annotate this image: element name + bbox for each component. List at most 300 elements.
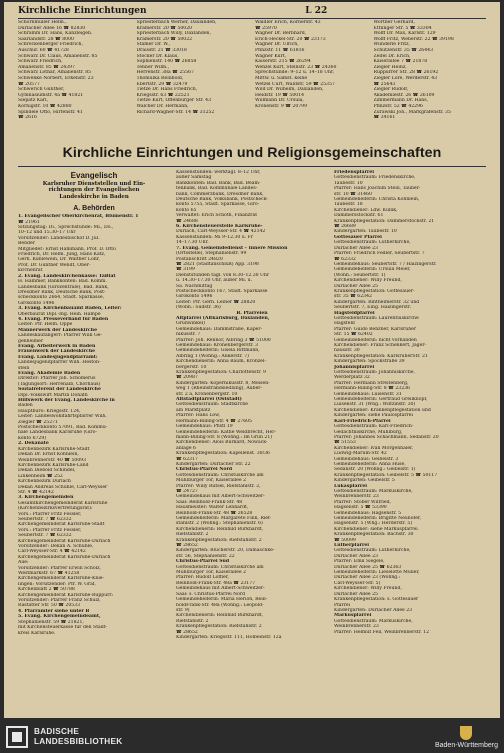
text-line: Gemeindehaus mit Albert-Schweitzer- bbox=[176, 494, 265, 500]
text-line: Oberbaurat Dipl.-Ing. Hein. Hampe bbox=[18, 311, 101, 317]
text-line: Amalienstr. 85 ☎ 24397 bbox=[18, 64, 75, 70]
text-line: kirchenrat bbox=[18, 268, 43, 274]
text-line: Carl-Weysser-Str. 4 ☎ 42142 bbox=[18, 549, 86, 555]
text-line: ☎ 21961 bbox=[18, 219, 40, 225]
text-line: ☎ 24727 bbox=[176, 488, 198, 494]
text-line: ☎ 25643 bbox=[373, 81, 396, 87]
text-line: Sitzungstag: Di., Sprechstunde: Mi., Do., bbox=[18, 225, 114, 231]
text-line: 2. Dekanate bbox=[18, 441, 49, 447]
top-column-3 bbox=[255, 20, 368, 138]
text-line: Schwerich Günther, bbox=[18, 87, 65, 93]
text-line: Weinbrennerstr. 23 bbox=[334, 624, 379, 630]
text-line: Str. 4 ☎ 42142 bbox=[18, 489, 54, 495]
text-line: Gedächtniskirche, Mühlburg, bbox=[334, 429, 403, 435]
text-line: Spriesterbach Willy, Daxlanden, bbox=[136, 31, 211, 37]
text-line: Kindergarten: Taubestr. 10 bbox=[334, 229, 397, 235]
text-line: Linkenheim ☎ 252 bbox=[18, 473, 63, 479]
text-line: Krankenpflegestation: KarlsruherStr. 21 bbox=[334, 353, 428, 359]
library-brand bbox=[6, 726, 123, 748]
text-line: Postscheckkonto 167, Städt. Sparkasse bbox=[176, 288, 268, 294]
text-line: Weinbrennerstr. 23 bbox=[334, 494, 379, 500]
text-line: Gemeindehaus: Geibelstr. 3 bbox=[334, 456, 399, 462]
text-line: 6. Kirchensteuerstelle Karlsruhe- bbox=[176, 224, 263, 230]
main-heading: Kirchliche Einrichtungen und Religionsgemeinschaften bbox=[62, 145, 442, 161]
text-line: Hauptbüro: Kriegsstr. 124, bbox=[18, 408, 81, 414]
text-line: Lutherpfarrei bbox=[334, 543, 370, 549]
text-line: Durlacher Allee 23 (Wohng.: bbox=[334, 575, 401, 581]
text-line: 14–17.30 Uhr. bbox=[176, 240, 209, 246]
text-line: Gemeindehelferin: Gisela Rittmann, bbox=[176, 348, 260, 354]
text-line: Akademiestr. 26 ☎ 26109 bbox=[373, 92, 435, 98]
text-line: Kirchengemeinderat Karlsruhe-Durlach bbox=[18, 554, 111, 560]
text-line: Pfarrei bbox=[334, 602, 351, 608]
text-line: Kronenstr. 9 ☎ 20799 bbox=[255, 103, 308, 109]
text-line: str. 56, Stephanienstr. 22 bbox=[176, 553, 235, 559]
text-line: Ettlinger Str. 5 ☎ 33304 bbox=[373, 25, 432, 31]
text-line: str. 2 a, Kronenbergstr. 10 bbox=[176, 391, 238, 397]
text-line: Kindergärten: Rintheimerstr. 32 und bbox=[334, 299, 420, 305]
text-line: Kirchendienerin: Reinhild Burkhardt, bbox=[176, 526, 264, 532]
text-line: Hausmeister: Walter Lenhardt, bbox=[176, 505, 249, 511]
text-line: Stephanienstr. 59 ☎ 21821, bbox=[18, 619, 84, 625]
text-line: Leiter: Pfr. Helm. Oppe bbox=[18, 322, 73, 328]
region-brand bbox=[435, 725, 498, 750]
text-line: ☎ 34161 bbox=[373, 115, 396, 121]
text-line: Wolff Dr. Max, Karlstr. 129 bbox=[373, 31, 436, 37]
text-line: Gottesdienstraum: Christuskirche am bbox=[176, 564, 264, 570]
text-line: Krankenpflegestation: s. Gottesauer bbox=[334, 597, 419, 603]
text-line: Girokonto 1496 bbox=[18, 300, 55, 306]
header-title: Kirchliche Einrichtungen bbox=[18, 6, 147, 16]
text-line: (Ortsstelle), Stephanienstr. 99 bbox=[176, 251, 247, 257]
text-line: Tenner Wilm., bbox=[136, 64, 170, 70]
text-line: Kirchengemeinderat Karlsruhe-Stadt bbox=[18, 522, 105, 528]
text-line: Gerh. Kühlewein, Dr. Walther Löhr, bbox=[18, 257, 100, 263]
text-line: ☎ 24688 bbox=[176, 218, 198, 224]
text-line: Kirchenblatt 2 ☎ 50788 bbox=[18, 587, 75, 593]
text-line: Gemeindehelferin: Gertraud Greilknopf, bbox=[334, 397, 428, 403]
text-line: Altstadtpfarrei (Oststadt) bbox=[176, 397, 242, 403]
text-line: ☎ 3199 bbox=[176, 267, 195, 273]
text-line: Dekan Andreas Schühle, Carl-Weysser bbox=[18, 484, 108, 490]
text-line: Gottesdienstraum: Johanniskirche, bbox=[334, 370, 415, 376]
text-line: Pfarrer: Rudolf Löffler, bbox=[176, 575, 230, 581]
library-name-line2: LANDESBIBLIOTHEK bbox=[34, 737, 123, 746]
text-line: ☎ 25970 bbox=[255, 25, 277, 31]
text-line: ☎ 28652 bbox=[176, 543, 198, 549]
text-line: nale Landesbank Karlsruhe (Giro- bbox=[18, 430, 97, 436]
text-line: Landesjugendpfarrer Wilh. Heston- bbox=[18, 360, 101, 366]
text-line: Hagsfeld bbox=[334, 321, 355, 327]
section-title: Evangelisch bbox=[70, 171, 118, 180]
text-line: Siepatz Karl, bbox=[18, 98, 49, 104]
text-line: Willmann Dr. Ursula, bbox=[255, 98, 304, 104]
text-line: Kirchenbezirk Karlsruhe-Land bbox=[18, 462, 89, 468]
text-line: Gemeindehaus: Hagsenstr. 5 bbox=[334, 510, 402, 516]
text-line: Erich-Heckel-Str. 20 ☎ 23173 bbox=[255, 36, 326, 42]
text-line: ☎ 2616 bbox=[18, 115, 37, 121]
text-line: Direktor: Pfarrer Joh. Schomerus bbox=[18, 376, 96, 382]
text-line: Kirchendiener: Ldw. Kullik, bbox=[334, 207, 398, 213]
text-line: Tietze Dr. Hans Friedrich, bbox=[136, 87, 198, 93]
text-line: Sprechstunde: 9–12 u. 14–18 Uhr, bbox=[255, 70, 335, 76]
text-line: Schornmüller Helm., bbox=[18, 20, 67, 25]
text-line: Durlach, Carl-Weysser-Str. 4 ☎ 42142 bbox=[176, 229, 266, 235]
text-line: Hagsenstr. 5 ☎ 53390 bbox=[334, 505, 387, 511]
text-line: Pfarrer: Helmut Feil, Weinbrennerstr. 12 bbox=[334, 629, 430, 635]
text-line: holdFrank-Str. 48a (Wohng.: Leopold- bbox=[176, 602, 264, 608]
text-line: Werderplatz 32 bbox=[334, 375, 370, 381]
text-line: bergerstr. 10 bbox=[176, 364, 207, 370]
text-line: H. Hammer, Bankkonten: Bad. Komm. bbox=[18, 279, 107, 285]
text-line: nikusstr. 7 bbox=[176, 332, 201, 338]
text-line: Christus-Pfarrei Süd bbox=[176, 559, 230, 565]
text-line: Kindergärten: Kopernikusstr. 8, Meisen- bbox=[176, 380, 270, 386]
text-line: 3. Kirchengemeinden bbox=[18, 495, 74, 501]
text-line: Kirchenbezirk Karlsruhe-Stadt bbox=[18, 446, 90, 452]
text-line: Aue: bbox=[18, 560, 29, 566]
top-column-2 bbox=[137, 20, 250, 138]
top-listing bbox=[18, 20, 486, 138]
text-line: Zeifel Dr. Erich, bbox=[373, 53, 411, 59]
text-line: ☎ 20577 bbox=[18, 81, 40, 87]
text-line: Walcher Dr. Hermann, bbox=[136, 103, 189, 109]
text-line: Pfarrer: Johannes Schachmann, Sedanstr. 20 bbox=[334, 434, 439, 440]
text-line: Pfarrer: Emil Siegele, bbox=[334, 559, 385, 565]
text-line: ☎ 26689 bbox=[334, 224, 356, 230]
text-line: Seubertstr. 7 ☎ 62332 bbox=[18, 516, 72, 522]
coat-of-arms-icon bbox=[455, 725, 477, 741]
text-line: Gottesdienstraum: Markuskirche, bbox=[334, 488, 413, 494]
text-line: Weinbrennerstr. 40 ☎ 50093 bbox=[18, 457, 87, 463]
text-line: Durlacher Allee 25 bbox=[334, 591, 378, 597]
text-line: Krankenpflegestation: Kapellenst. 30/36 bbox=[176, 451, 270, 457]
text-line: Gemeindehelferin: Lieselotte Müller, bbox=[334, 570, 420, 576]
text-line: Johannispfarrei bbox=[334, 364, 375, 370]
text-line: Gemeindehaus: Seubertstr. 7 / Haizingerstr. bbox=[334, 261, 437, 267]
text-line: ☎ 62332 bbox=[334, 256, 356, 262]
text-line: kreis Karlsruhe. bbox=[18, 630, 56, 636]
text-line: Altpfarrei (Altkarlsburg, Daxlanden, bbox=[176, 315, 270, 321]
header-page-number: L 22 bbox=[305, 6, 328, 16]
text-line: Krankenpflegestation: Geibelstr. 5 ☎ 50117 bbox=[334, 472, 438, 478]
text-line: Krankenpflegestation: Riefstahlstr. 2 bbox=[176, 537, 262, 543]
text-line: Pfarrer: Friedrich Fedler, Seubertstr. 7 bbox=[334, 251, 425, 257]
text-line: Seubertstr. 7, Eing. Haizingerstr. bbox=[334, 305, 412, 311]
text-line: Reinhold-Frank-Str. 48 ☎ 26528 bbox=[176, 510, 253, 516]
text-line: Friedrich, Dr. Helm. Jung, Hans Katz, bbox=[18, 252, 106, 258]
text-line: Bender bbox=[18, 241, 35, 247]
text-line: Ziegler Lore, Werderstr. 43 bbox=[373, 75, 438, 81]
text-line: Saarlandstr. 28 ☎ 8000 bbox=[18, 36, 74, 42]
text-line: Leiter: Landeswohlfahrtspfarrer Wilh. bbox=[18, 414, 107, 420]
page-header bbox=[18, 4, 486, 19]
text-line: Kindergarten: Kriegsstr. 111, Holbeinstr. 12a bbox=[176, 634, 282, 640]
church-listing bbox=[18, 170, 486, 712]
text-line: str. 35 ☎ 62342 bbox=[334, 294, 372, 300]
text-line: Ludwig-Marum-Str. 42 bbox=[334, 451, 387, 457]
text-line: Landesbank (Girozentrale), Bad. Bank, bbox=[18, 284, 109, 290]
text-line: Taubestr. 10 bbox=[334, 180, 363, 186]
text-line: Markuspfarrei bbox=[334, 613, 372, 619]
text-line: Kriegsstr. 63 ☎ 22521 bbox=[136, 92, 190, 98]
text-line: Dienststunden tägl. von 8.30–12.30 Uhr bbox=[176, 272, 270, 278]
text-line: Kindergarten: Blücherstr. 20, Damaschke- bbox=[176, 548, 275, 554]
text-line: Hilfswerk der Evang. Landeskirche in bbox=[18, 398, 115, 404]
text-line: Kirchenbezirk Durlach bbox=[18, 479, 71, 485]
text-line: Gemeindehelferin: Brigitte Neuhöfer, bbox=[334, 516, 422, 521]
library-logo-icon bbox=[6, 726, 28, 748]
text-line: Postanschrift 24820 bbox=[176, 256, 223, 262]
text-line: Taubestr. 18 bbox=[334, 202, 363, 208]
text-line: Krankenpflegestation: Charlottenstr. 9 bbox=[176, 370, 266, 376]
text-line: stahlstr. 2 (Wohng.: Stephanienstr. 6) bbox=[176, 521, 263, 527]
text-line: Dekan Dr. Ernst Köhnlein, bbox=[18, 452, 79, 458]
text-line: Ziegler Heinz, bbox=[373, 64, 407, 70]
text-line: Luisenstr. 31 (Whg.: Wiltzinstr. 30) bbox=[334, 402, 416, 408]
text-line: Evang. Akademie Baden bbox=[18, 371, 81, 376]
heading-rule bbox=[18, 166, 486, 167]
column-1-lines bbox=[18, 214, 170, 636]
text-line: Männerwerk der Landeskirche bbox=[18, 327, 97, 333]
text-line: Gemeindehaus: Dammstraße, Kaper- bbox=[176, 326, 263, 332]
text-line: ☎ 50099 bbox=[334, 537, 356, 543]
text-line: stein bbox=[18, 365, 30, 371]
text-line: Wenzel Kurt, Steinstr. 23 ☎ 24360 bbox=[255, 64, 337, 70]
text-line: Vorsitzender: Dekan A. Schühle, bbox=[18, 544, 94, 549]
text-line: Gemeindehelferin: Käthe Weidbrecht, Her- bbox=[176, 429, 277, 435]
text-line: Hermann-Billing-Str. 8 ☎ 23236 bbox=[334, 386, 410, 392]
text-line: Frauenwerk der Landeskirche bbox=[18, 349, 96, 355]
text-line: konto 65 bbox=[176, 207, 197, 213]
text-line: tenbank, Bad. Kommunale Landes- bbox=[176, 186, 258, 192]
text-line: u. 14.30–17.30 Uhr, außer Mi. u. bbox=[176, 278, 253, 284]
text-line: Kaiserallee 7 ☎ 21878 bbox=[373, 59, 428, 65]
text-line: Girokonto 1496 bbox=[176, 294, 213, 300]
text-line: str. 9) bbox=[176, 607, 190, 613]
text-line: Gottesdienstraum: Friedenskirche, bbox=[334, 175, 416, 181]
text-line: Evang. Landesjugendpfarramt: bbox=[18, 354, 98, 360]
text-line: (Wohn.: Südstr. 36) bbox=[176, 305, 221, 311]
text-line: Krankenpflegestation: Riefstahlstr. 2 bbox=[176, 624, 262, 630]
top-column-1 bbox=[18, 20, 131, 138]
text-line: Christus-Pfarrei Nord bbox=[176, 467, 233, 473]
text-line: Kirchendienerin: Reinhild Burkhardt, bbox=[176, 613, 264, 619]
text-line: Kindergarten: Durlacher Allee 23 bbox=[334, 607, 413, 613]
text-line: am Marktplatz bbox=[176, 407, 211, 413]
text-line: Hagsenstr. 5 (Whg.: Herderstr. 5) bbox=[334, 521, 413, 527]
text-line: Krankenpflegestation: Dammerstockstr. 21 bbox=[334, 218, 435, 224]
text-line: Leiter: Pfr. Gerh. Leiner ☎ 28820 bbox=[176, 299, 256, 305]
text-line: Vorsitzender: Pfarrer Franz Schulz, bbox=[18, 598, 101, 604]
text-line: Verwaltet: Erich Schoth, Finanzrat bbox=[176, 213, 258, 219]
text-line: Ebertstr. 29 ☎ 32479 bbox=[136, 81, 188, 87]
text-line: ☎ 2821 (Stadtanschluß) App. 3198 bbox=[176, 261, 259, 267]
text-line: Gemeindehelferin: nicht vorhanden bbox=[334, 337, 417, 343]
text-line: Gymnasiumstr. 4a ☎ 41821 bbox=[18, 92, 84, 98]
text-line: Riefstahlstr. 2 bbox=[176, 618, 209, 624]
column-1 bbox=[18, 170, 170, 712]
text-line: lingen: Vorsitzender: Pfr. W. Graf, bbox=[18, 581, 96, 587]
text-line: Kassenstunden: werktägl. 8–12 Uhr, bbox=[176, 170, 261, 175]
text-line: Vorsitzender: Landesbischof D. Jul. bbox=[18, 235, 100, 241]
text-line: Reinhold-Frank-Str. 48a ☎ 23177 bbox=[176, 580, 256, 586]
text-line: Riefstahlstr. 2 bbox=[176, 532, 209, 538]
text-line: Hagsfeldpfarrei bbox=[334, 310, 375, 316]
text-line: 1. Evangelischer Oberkirchenrat, Blumenstr. 1 bbox=[18, 214, 139, 220]
text-line: bank, Commerzbank, Dresdner Bank, bbox=[176, 191, 264, 197]
text-line: Gottesdienstraum: Markuskirche, bbox=[334, 618, 413, 624]
text-line: Bankkonten: Bad. Bank, Bad. Beam- bbox=[176, 180, 261, 186]
text-line: Rastatter Str. 50 ☎ 20533 bbox=[18, 603, 81, 609]
text-line: Zurawski Joh., Markgrafenstr. 35 bbox=[373, 109, 451, 115]
text-line: Gottesdienstraum: Christuskirche am bbox=[176, 472, 264, 478]
text-line: Wunderle Fritz, bbox=[373, 42, 411, 48]
text-line: Spriesterbach Werner, Daxlanden, bbox=[136, 20, 217, 25]
text-line: Tietze Kurt, Offenburger Str. 43 bbox=[136, 98, 212, 104]
text-line: Durlacher Allee 16 ☎ 82830 bbox=[18, 25, 86, 31]
text-line: Vors.: Pfarrer Fritz Fessler, bbox=[18, 511, 82, 517]
text-line: Kindergarten: Spöckstraße 39 bbox=[334, 359, 405, 365]
text-line: Gottesdienstraum: Lutherkirche, bbox=[334, 240, 411, 246]
text-line: Kirchendienerin: Anna Baum, Kronzel- bbox=[176, 359, 267, 365]
text-line: Kirchendiener: Alois Burkard, Nowack- bbox=[176, 440, 268, 446]
text-line: Wild Dr. Wilhelm, Daxlanden, bbox=[255, 87, 324, 93]
text-line: Sedanstr. 20 (Wohng.: Geibelstr. 1) bbox=[334, 467, 416, 473]
top-column-4 bbox=[374, 20, 487, 138]
text-line: Pfarrer: Joh. Rennor, Albring 3 ☎ 51000 bbox=[176, 337, 271, 343]
text-line: Gottesdienstraum: Laurentiuskirche bbox=[334, 315, 419, 321]
text-line: Carl-Weysser-Str. 5) bbox=[334, 580, 381, 586]
text-line: Spindele Otto, Hirtenstr. 41 bbox=[18, 109, 83, 115]
text-line: Gemeindehaus: Luisenstr. 31 bbox=[334, 391, 402, 397]
text-line: Saal: s. Christus-Pfarrei Nord bbox=[176, 591, 246, 597]
text-line: Gottesdienstraum: Stadtkirche bbox=[176, 402, 248, 408]
text-line: Gemeindehelferin: Anna Huse, bbox=[334, 461, 406, 467]
text-line: (Tagungsort: Herrenalb, Chorhaus) bbox=[18, 381, 101, 387]
text-line: Pfarrer: Stober Wilfried, bbox=[334, 499, 391, 505]
text-line: Dresdner Bank, Deutsche Bank, Post- bbox=[18, 289, 106, 295]
text-line: Baden bbox=[18, 403, 33, 409]
text-line: Ziegler Rudolf, bbox=[373, 87, 409, 93]
text-line: 2. Evang. Landeskirchenkasse: TaBlat bbox=[18, 273, 116, 279]
text-line: mann-Billing-Str. 8 (Wohng.: Im Grün 21) bbox=[176, 434, 273, 440]
text-line: Schreckenberger Friedrich, bbox=[18, 42, 83, 48]
text-line: Westmarkstr. 67 ☎ 41258 bbox=[18, 571, 80, 577]
section-subtitle-1: Karlsruher Dienststellen und Ein- bbox=[42, 181, 146, 187]
text-line: Saal: Reinhold-Frank-Str. 48 bbox=[176, 499, 243, 505]
text-line: 4. Evang. Presseverband für Baden bbox=[18, 316, 109, 322]
text-line: Schramm Dr. Hans, Kanzleigen. bbox=[18, 31, 93, 37]
text-line: Friedenspfarrei bbox=[334, 170, 375, 175]
text-line: Gemeindehaus mit Albert-Schweitzer- bbox=[176, 586, 265, 592]
text-line: Kindergarten: Durlacher Str. 22 bbox=[176, 461, 251, 467]
text-line: Herrenstr. 38a ☎ 25567 bbox=[136, 70, 194, 76]
text-line: Schwarz Friedrich, bbox=[18, 59, 63, 65]
text-line: ☎ 62317 bbox=[176, 456, 198, 462]
text-line: mit Kirchensteuerkasse für den Stadt- bbox=[18, 625, 108, 631]
text-line: Kirchengemeinderat Karlsruhe-Rüppurr: bbox=[18, 592, 114, 598]
text-line: (Kirchenbezirksvertretungsrat): bbox=[18, 506, 93, 512]
text-line: Gemeindehelferin: Maria Herion, Rein- bbox=[176, 597, 268, 603]
text-line: Kirchendiener: Willy Freund, bbox=[334, 278, 402, 284]
column-3 bbox=[334, 170, 486, 712]
text-line: Schwarz Lothar, Amalienstr. 85 bbox=[18, 70, 92, 76]
text-line: Wolff Fritz, Weberstr. 22 ☎ 39198 bbox=[373, 36, 454, 42]
text-line: Ziegler ☎ 25271 bbox=[18, 419, 58, 425]
text-line: Kirchendiener: Willy Freund, bbox=[334, 586, 402, 592]
text-line: Wäldler Erich, Körnerstr. 43 bbox=[255, 20, 321, 25]
text-line: Kindergarten: Geibelstr. 5 bbox=[334, 478, 395, 484]
text-line: Kirchendiener: siehe Markuspfarrei bbox=[334, 526, 418, 532]
text-line: Stamer Dr. W., bbox=[136, 42, 171, 48]
text-line: Kirchengemeinderat Karlsruhe-Durlach bbox=[18, 538, 111, 544]
text-line: Gemeindehelferin: Ursula Meier, bbox=[334, 267, 411, 273]
text-line: Lukaspfarrei bbox=[334, 483, 367, 489]
text-line: Pfarrer: Hans Joachim Stein, Tauber- bbox=[334, 186, 421, 192]
text-line: Schwarz Dr. Claus, Amalienstr. 85 bbox=[18, 53, 98, 59]
text-line: Vorsitzender: Pfarrer Erwin Scholz, bbox=[18, 565, 101, 571]
text-line: Kassenstunden: Mi 9–12.30 u. Fr bbox=[176, 234, 254, 240]
text-line: Prof. Dr. Günther Wendt, Ober- bbox=[18, 262, 91, 268]
text-line: Pfarrer: Willy Rutsel, Riefstahlstr. 2, bbox=[176, 483, 261, 489]
text-line: Körnigstr. 10 ☎ 42880 bbox=[18, 103, 72, 109]
text-line: 7. Evang. Gemeindedienst – Innere Mission bbox=[176, 245, 288, 251]
section-subtitle-2: richtungen der Evangelischen bbox=[48, 187, 140, 194]
text-line: B. Pfarreien bbox=[236, 310, 268, 316]
text-line: Stocker Dr. Klaus, bbox=[136, 53, 179, 59]
text-line: Pfarrer: Hermann Streitenberg, bbox=[334, 380, 409, 386]
text-line: Deutsche Bank, Volksbank, Postscheck- bbox=[176, 197, 268, 203]
text-line: Durlacher Allee 23 bbox=[334, 553, 378, 559]
text-line: Wagner Kurt, bbox=[255, 53, 287, 59]
text-line: 10–12 und 15.30–17 Uhr bbox=[18, 230, 76, 236]
text-line: Dammersstockstr. 61 bbox=[334, 213, 384, 219]
text-line: 3. Evang. Kirchenbauamt Baden, Leiter: bbox=[18, 306, 122, 312]
text-line: Kirchendiener: Krankenpflegestation und bbox=[334, 407, 431, 413]
text-line: Dekan Diebold Schindel, bbox=[18, 468, 76, 474]
text-line: Kirchengemeinderat Karlsruhe-Knie- bbox=[18, 576, 105, 582]
library-name-line1: BADISCHE bbox=[34, 727, 80, 736]
text-line: Thomulka Reinhold, bbox=[136, 75, 184, 81]
footer-bar bbox=[0, 721, 504, 753]
text-line: Kirchendiener: Franz Schenkert, Jäger- bbox=[334, 343, 427, 348]
text-line: (Wohn.: Seubertstr. 1) bbox=[334, 272, 386, 278]
text-line: Sozialreferent der Landeskirche bbox=[18, 387, 101, 393]
text-line: Str. 15 ☎ 62402 bbox=[334, 332, 373, 338]
text-line: Auschür. 60 ☎ 41728 bbox=[18, 47, 69, 53]
directory-page bbox=[4, 2, 500, 718]
text-line: Schwenke Norbert, Erkenstr. 23 bbox=[18, 75, 94, 81]
column-2 bbox=[176, 170, 328, 712]
section-part: A. Behörden bbox=[73, 205, 115, 213]
text-line: Kindergarten: siehe Paulospfarrei bbox=[334, 413, 413, 419]
text-line: Gottesdienstraum: Lutherkirche, bbox=[334, 548, 411, 554]
text-line: ☎ 28652 bbox=[176, 629, 198, 635]
text-line: Durlacher Allee 25 ☎ 62363 bbox=[334, 564, 402, 570]
text-line: Schützenstr. 35 ☎ 26443 bbox=[373, 47, 433, 53]
text-line: Wörther Gerhard, bbox=[373, 20, 415, 25]
text-line: Mühlburger Tor, Kaiserallee 2 bbox=[176, 570, 246, 576]
text-line: Mittw. u. Samst. keine bbox=[255, 75, 308, 81]
text-line: Krämerstr. 20 ☎ 50022 bbox=[136, 36, 193, 42]
text-line: Gottesdienstraum: Karl-Friedrich- bbox=[334, 424, 414, 430]
text-line: anlage 6 bbox=[176, 445, 196, 451]
text-line: außer Samstag bbox=[176, 175, 212, 181]
text-line: Seubertstr. 7 ☎ 62332 bbox=[18, 533, 72, 539]
text-line: Landeskaufängerr: Pfarrer Willi Ge- bbox=[18, 333, 102, 339]
region-name: Baden-Württemberg bbox=[434, 741, 498, 749]
